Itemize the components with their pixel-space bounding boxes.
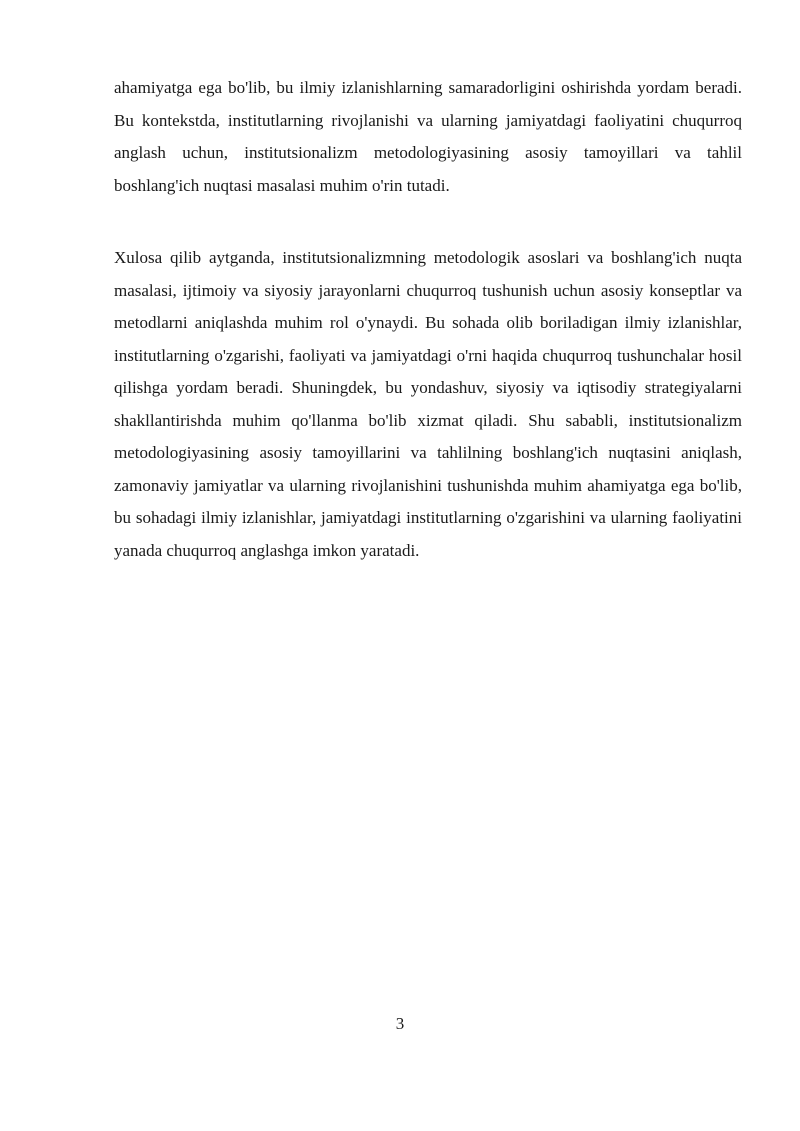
conclusion-paragraph: Xulosa qilib aytganda, institutsionalizmning metodologik asoslari va boshlang'ich nuqta masalasi, ijtimoiy va siyosiy jarayonlarni chuqurroq tushunish uchun asosiy konseptlar va metodlarni aniqlashda muhim rol o'ynaydi. Bu sohada olib boriladigan ilmiy izlanishlar, institutlarning o'zgarishi, faoliyati va jamiyatdagi o'rni haqida chuqurroq tushunchalar hosil qilishga yordam beradi. Shuningdek, bu yondashuv, siyosiy va iqtisodiy strategiyalarni shakllantirishda muhim qo'llanma bo'lib xizmat qiladi. Shu sababli, institutsionalizm metodologiyasining asosiy tamoyillarini va tahlilning boshlang'ich nuqtasini aniqlash, zamonaviy jamiyatlar va ularning rivojlanishini tushunishda muhim ahamiyatga ega bo'lib, bu sohadagi ilmiy izlanishlar, jamiyatdagi institutlarning o'zgarishini va ularning faoliyatini yanada chuqurroq anglashga imkon yaratadi. — [114, 248, 742, 560]
body-paragraph: ahamiyatga ega bo'lib, bu ilmiy izlanishlarning samaradorligini oshirishda yordam beradi. Bu kontekstda, institutlarning rivojlanishi va ularning jamiyatdagi faoliyatini chuqurroq anglash uchun, institutsionalizm metodologiyasining asosiy tamoyillari va tahlil boshlang'ich nuqtasi masalasi muhim o'rin tutadi. — [114, 78, 742, 195]
page-number: 3 — [395, 1014, 405, 1033]
